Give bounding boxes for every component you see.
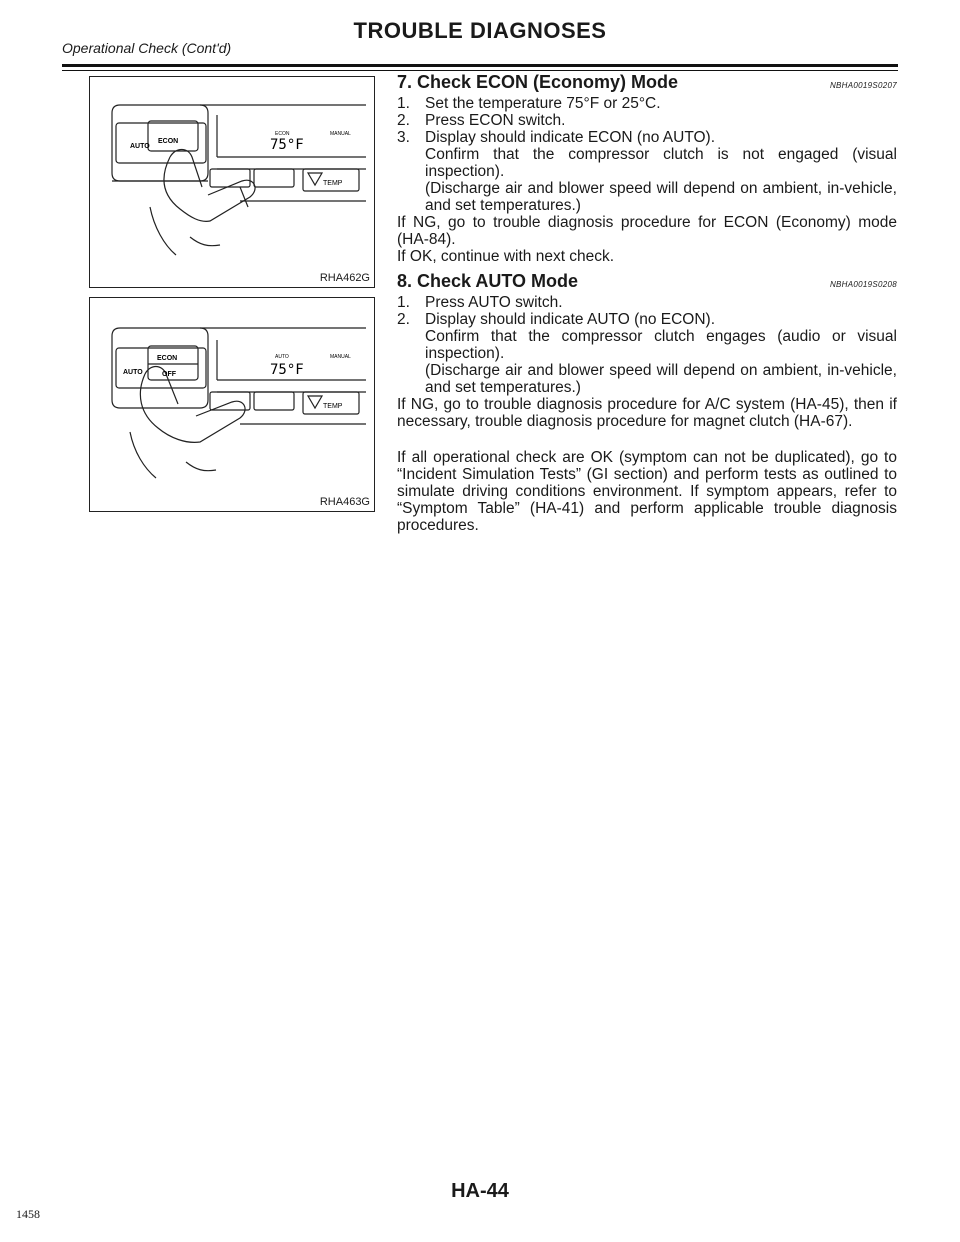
procedure-step: 1. Set the temperature 75°F or 25°C.	[397, 95, 661, 112]
procedure-content	[397, 72, 897, 534]
figure-label: RHA463G	[319, 496, 370, 508]
display-manual-indicator: MANUAL	[330, 354, 351, 360]
section-code: NBHA0019S0208	[829, 280, 897, 289]
section-subtitle: Operational Check (Cont'd)	[62, 40, 232, 56]
figure-auto-switch	[89, 297, 375, 512]
procedure-step: 1. Press AUTO switch.	[397, 294, 563, 311]
panel-auto-label: AUTO	[130, 143, 150, 150]
panel-auto-label: AUTO	[123, 369, 143, 376]
result-note: If OK, continue with next check.	[397, 248, 615, 265]
step-detail: (Discharge air and blower speed will depend on ambient, in-vehicle, and set temperatures.)	[425, 362, 897, 396]
header-rule-thin	[62, 70, 898, 71]
section-heading	[397, 273, 897, 293]
section-title: 7. Check ECON (Economy) Mode	[397, 72, 679, 92]
step-detail: (Discharge air and blower speed will depend on ambient, in-vehicle, and set temperatures.)	[425, 180, 897, 214]
temp-button-label: TEMP	[323, 180, 343, 187]
procedure-step: 3. Display should indicate ECON (no AUTO). Confirm that the compressor clutch is not engaged (visual inspection). (Discharge air and blower speed will depend on ambient, in-vehicle, and set temperatures.)	[397, 129, 897, 214]
section-heading	[397, 74, 897, 94]
panel-econ-label: ECON	[157, 355, 178, 362]
result-note: If NG, go to trouble diagnosis procedure for A/C system (HA-45), then if necessary, trouble diagnosis procedure for magnet clutch (HA-67).	[397, 396, 897, 430]
figure-econ-switch	[89, 76, 375, 288]
procedure-step: 2. Press ECON switch.	[397, 112, 566, 129]
page-number: HA-44	[451, 1180, 509, 1202]
display-auto-indicator: AUTO	[275, 354, 289, 360]
ac-control-panel-illustration	[90, 77, 374, 287]
section-title: 8. Check AUTO Mode	[397, 271, 579, 291]
panel-off-label: OFF	[162, 371, 176, 378]
page-title: TROUBLE DIAGNOSES	[353, 18, 607, 43]
display-econ-indicator: ECON	[275, 131, 290, 137]
closing-paragraph: If all operational check are OK (symptom can not be duplicated), go to “Incident Simulation Tests” (GI section) and perform tests as outlined to simulate driving conditions environment. If symptom appears, refer to “Symptom Table” (HA-41) and perform applicable trouble diagnosis procedures.	[397, 449, 897, 534]
temp-button-label: TEMP	[323, 403, 343, 410]
display-temperature: 75°F	[270, 362, 304, 378]
ac-control-panel-illustration	[90, 298, 374, 511]
header-rule	[62, 64, 898, 67]
panel-econ-label: ECON	[158, 138, 179, 145]
display-manual-indicator: MANUAL	[330, 131, 351, 137]
section-code: NBHA0019S0207	[829, 81, 897, 90]
result-note: If NG, go to trouble diagnosis procedure for ECON (Economy) mode (HA-84).	[397, 214, 897, 248]
display-temperature: 75°F	[270, 137, 304, 153]
procedure-step: 2. Display should indicate AUTO (no ECON). Confirm that the compressor clutch engages (audio or visual inspection). (Discharge air and blower speed will depend on ambient, in-vehicle, and set temperatures.)	[397, 311, 897, 396]
step-text: Display should indicate ECON (no AUTO).	[425, 129, 716, 146]
step-detail: Confirm that the compressor clutch is not engaged (visual inspection).	[425, 146, 897, 180]
sheet-number: 1458	[16, 1207, 40, 1221]
step-detail: Confirm that the compressor clutch engages (audio or visual inspection).	[425, 328, 897, 362]
figure-label: RHA462G	[319, 272, 370, 284]
step-text: Display should indicate AUTO (no ECON).	[425, 311, 716, 328]
